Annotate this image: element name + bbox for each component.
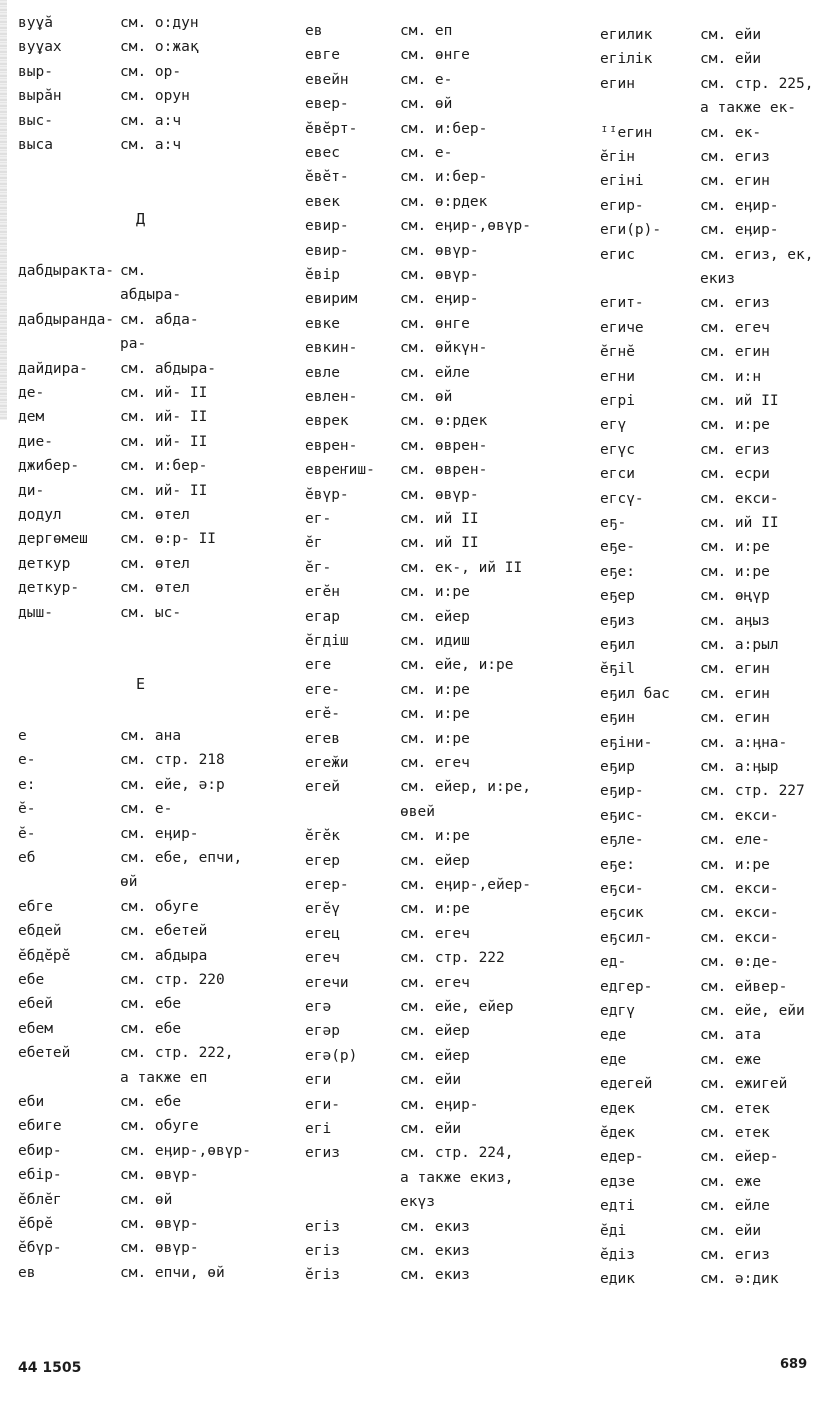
entry-reference: см. идиш [400,633,470,649]
entry-headword: егни [600,368,635,385]
entry-headword: еҕе- [600,539,635,556]
entry-headword: еҕле- [600,832,644,849]
entry-reference: см. ө:р- II [120,531,217,548]
entry-reference: см. и:ре [700,417,770,434]
page-number: 689 [780,1357,808,1372]
entry-headword: еб [18,850,36,866]
entry-reference: см. ий- II [120,409,208,426]
entry-headword: е: [18,776,36,793]
entry-reference: см. ейле [700,1198,770,1215]
entry-headword: ебге [18,898,53,915]
entry-headword: егиче [600,319,644,336]
entry-reference: см. [120,263,147,279]
entry-headword: евле [305,364,340,381]
entry-reference: см. ек-, ий II [400,559,523,576]
entry-reference: см. стр. 222, [120,1045,234,1062]
entry-headword: ӗг- [305,559,332,576]
entry-headword: егә [305,999,332,1015]
entry-headword: ед- [600,954,627,971]
entry-headword: ӗгіз [305,1267,340,1284]
entry-headword: евреҥиш- [305,462,375,479]
entry-headword: еҕил бас [600,685,670,702]
entry-headword: ӗгдіш [305,633,349,649]
entry-reference: см. ек- [700,124,762,141]
entry-reference: екүз [400,1194,435,1211]
entry-headword: егси [600,466,635,483]
entry-reference: см. еӊир- [400,1096,479,1113]
entry-headword: егӗ- [305,706,340,723]
entry-reference: см. и:ре [400,681,470,698]
entry-headword: еги- [305,1096,340,1113]
entry-headword: едті [600,1198,635,1215]
entry-headword: егеч [305,950,340,967]
entry-reference: см. и:бер- [400,120,488,137]
entry-reference: өвей [400,803,435,820]
entry-headword: выс- [18,112,53,129]
entry-reference: см. екси- [700,929,779,946]
entry-reference: екиз [700,271,735,287]
entry-headword: едгер- [600,978,653,995]
entry-reference: см. егин [700,710,770,727]
entry-headword: егер- [305,877,349,893]
entry-reference: см. егеч [400,925,470,942]
entry-headword: е- [18,752,36,769]
entry-reference: см. ор- [120,63,182,80]
entry-reference: см. стр. 222 [400,950,505,967]
entry-reference: см. еӊир-,өвүр- [400,218,531,235]
entry-headword: додул [18,507,62,523]
entry-reference: см. е- [120,801,173,818]
entry-reference: см. абда- [120,311,199,328]
entry-headword: еге- [305,681,340,698]
entry-reference: см. ө:де- [700,954,779,971]
entry-reference: см. ейе, ә:р [120,776,225,793]
entry-headword: дыш- [18,604,53,621]
entry-reference: см. егин [700,344,770,361]
entry-headword: егит- [600,295,644,312]
entry-reference: см. а:ӊыр [700,759,779,775]
entry-reference: см. и:ре [700,856,770,873]
entry-reference: см. абдыра- [120,360,217,377]
entry-headword: джибер- [18,458,80,475]
entry-reference: см. и:бер- [120,458,208,475]
entry-reference: см. ебе, епчи, [120,850,243,866]
entry-headword: егечи [305,974,349,991]
entry-reference: см. и:н [700,368,762,385]
entry-reference: см. ий- II [120,385,208,401]
entry-reference: см. ебетей [120,923,208,940]
entry-headword: ӗвір [305,267,340,283]
entry-headword: егин [600,75,635,92]
entry-headword: егіз [305,1243,340,1259]
entry-reference: см. ий II [700,515,779,531]
entry-reference: см. аӊыз [700,612,770,629]
entry-headword: егсү- [600,490,644,507]
entry-headword: ебиге [18,1118,62,1135]
entry-reference: см. еӊир- [400,291,479,308]
entry-reference: а также ек- [700,100,797,117]
entry-reference: см. еже [700,1173,762,1190]
entry-reference: см. ейи [400,1072,462,1089]
entry-headword: дергөмеш [18,531,88,548]
entry-headword: ӗбдӗрӗ [18,947,71,964]
entry-headword: ӗбүр- [18,1240,62,1257]
entry-headword: едегей [600,1076,653,1093]
entry-headword: еде [600,1051,627,1068]
entry-headword: ебір- [18,1167,62,1184]
entry-headword: евир- [305,218,349,235]
entry-headword: егеӂи [305,755,349,771]
entry-reference: см. о:жақ [120,39,199,56]
entry-headword: ег- [305,511,332,527]
entry-reference: см. өвүр- [400,486,479,503]
entry-reference: см. өвүр- [400,242,479,259]
entry-reference: см. ейер [400,852,470,869]
entry-headword: ӗгӗк [305,828,340,845]
entry-reference: см. ий II [400,511,479,527]
entry-headword: евирим [305,291,358,308]
entry-reference: см. өтел [120,507,190,523]
entry-reference: см. ейе, ейер [400,999,514,1015]
entry-headword: деткур [18,555,71,572]
entry-headword: егү [600,417,627,434]
entry-headword: вырӑн [18,88,62,105]
entry-headword: егүс [600,441,635,458]
entry-reference: см. еӊир-,өвүр- [120,1142,251,1159]
entry-headword: евейн [305,71,349,88]
entry-headword: ебетей [18,1045,71,1062]
entry-reference: см. и:ре [400,584,470,601]
entry-reference: см. ий II [700,393,779,409]
entry-reference: см. егин [700,661,770,678]
entry-headword: ӗвӗрт- [305,120,358,137]
entry-headword: е [18,728,27,744]
entry-reference: см. ейер, и:ре, [400,779,531,796]
entry-reference: а также еп [120,1069,208,1086]
entry-headword: ебей [18,996,53,1013]
entry-headword: егей [305,779,340,796]
entry-headword: ӗвүр- [305,486,349,503]
entry-headword: егӗн [305,584,340,601]
entry-headword: едзе [600,1173,635,1190]
entry-headword: едгү [600,1003,635,1019]
entry-headword: еҕіни- [600,734,653,751]
entry-headword: егис [600,246,635,263]
entry-headword: егиз [305,1145,340,1162]
entry-reference: см. ебе [120,996,182,1013]
entry-headword: ӗҕіl [600,661,635,678]
entry-reference: см. екси- [700,807,779,824]
entry-headword: еҕир- [600,783,644,800]
entry-reference: см. ий- II [120,482,208,499]
scan-edge [0,0,7,420]
entry-headword: ебе [18,972,45,988]
entry-reference: см. ейер [400,1023,470,1040]
entry-reference: см. ейер- [700,1149,779,1166]
entry-reference: см. өвүр- [120,1167,199,1184]
entry-reference: см. егиз [700,1247,770,1263]
entry-headword: ӗбрӗ [18,1216,53,1232]
entry-headword: ӗблӗг [18,1191,62,1208]
entry-headword: еҕсик [600,905,644,922]
entry-reference: см. өй [120,1191,173,1208]
entry-reference: см. өнге [400,315,470,332]
entry-headword: дайдира- [18,360,88,377]
entry-headword: евлен- [305,389,358,405]
entry-headword: еҕе: [600,563,635,580]
entry-reference: см. а:ч [120,112,182,129]
entry-reference: см. обуге [120,1118,199,1135]
entry-reference: см. ана [120,728,182,744]
entry-reference: см. өвүр- [120,1216,199,1232]
entry-headword: еҕис- [600,807,644,824]
entry-reference: см. е- [400,71,453,88]
entry-reference: см. өнге [400,47,470,64]
entry-reference: см. а:рыл [700,637,779,653]
entry-reference: см. и:ре [700,563,770,580]
entry-reference: см. өврен- [400,437,488,454]
entry-reference: см. еӊир- [120,825,199,842]
entry-headword: евир- [305,242,349,259]
entry-headword: ᴵᴵегин [600,124,653,141]
entry-reference: см. есри [700,466,770,483]
entry-headword: еҕин [600,710,635,727]
entry-reference: см. егиз, ек, [700,246,814,263]
entry-reference: см. стр. 227 [700,783,805,800]
entry-headword: еҕе: [600,856,635,873]
entry-headword: егев [305,730,340,747]
entry-headword: еги [305,1072,332,1089]
entry-headword: еҕ- [600,515,627,531]
entry-headword: выр- [18,63,53,80]
entry-reference: см. ий- II [120,433,208,450]
entry-headword: еҕиз [600,612,635,629]
entry-reference: см. екиз [400,1218,470,1235]
entry-reference: см. ейи [700,51,762,68]
entry-reference: см. еӊир-,ейер- [400,877,531,893]
entry-reference: см. ейе, и:ре [400,657,514,674]
entry-headword: евкин- [305,340,358,357]
entry-headword: ӗдек [600,1125,635,1141]
entry-reference: ра- [120,336,147,353]
entry-reference: см. стр. 220 [120,972,225,988]
entry-reference: см. абдыра [120,947,208,964]
entry-headword: егилик [600,27,653,43]
entry-reference: см. о:дун [120,15,199,31]
entry-headword: егі [305,1121,332,1137]
entry-headword: егә(р) [305,1047,358,1064]
entry-headword: ӗгнӗ [600,344,635,361]
entry-headword: еҕер [600,588,635,605]
entry-reference: см. өврен- [400,462,488,479]
entry-headword: ев [18,1264,36,1281]
entry-headword: евес [305,145,340,161]
section-letter: Д [136,210,146,228]
entry-headword: евек [305,193,340,210]
entry-reference: см. ейвер- [700,978,788,995]
entry-reference: см. и:ре [400,706,470,723]
entry-headword: ӗгін [600,149,635,165]
entry-headword: дабдыранда- [18,311,115,328]
entry-headword: ӗдіз [600,1247,635,1263]
entry-headword: егіні [600,173,644,190]
entry-reference: см. егиз [700,149,770,165]
entry-headword: ӗвӗт- [305,169,349,186]
entry-reference: см. егеч [700,319,770,336]
entry-headword: егӗү [305,901,340,918]
entry-reference: см. обуге [120,898,199,915]
entry-reference: см. егиз [700,295,770,312]
entry-reference: см. стр. 225, [700,75,814,92]
entry-reference: см. епчи, өй [120,1264,225,1281]
entry-headword: ев [305,23,323,39]
entry-reference: см. ебе [120,1020,182,1037]
entry-reference: см. екиз [400,1267,470,1284]
entry-reference: см. и:ре [700,539,770,556]
entry-reference: см. и:бер- [400,169,488,186]
entry-headword: ӗг [305,535,323,552]
entry-reference: см. еӊир- [700,222,779,239]
entry-reference: см. егин [700,173,770,190]
entry-reference: см. ә:дик [700,1271,779,1288]
entry-headword: еби [18,1094,45,1110]
entry-headword: ебдей [18,923,62,940]
entry-reference: см. егиз [700,441,770,458]
entry-reference: см. өтел [120,555,190,572]
entry-reference: см. егеч [400,974,470,991]
entry-reference: см. и:ре [400,901,470,918]
entry-headword: егец [305,925,340,942]
entry-reference: см. ейи [700,1222,762,1239]
entry-headword: евке [305,315,340,332]
entry-headword: егар [305,608,340,625]
entry-reference: см. еп [400,23,453,39]
entry-headword: еҕси- [600,881,644,897]
entry-headword: еҕил [600,637,635,653]
entry-headword: евге [305,47,340,64]
entry-reference: см. а:ч [120,137,182,153]
entry-reference: см. и:ре [400,730,470,747]
entry-headword: вуұах [18,39,62,56]
entry-reference: см. еле- [700,832,770,849]
entry-headword: еде [600,1027,627,1044]
entry-reference: см. егеч [400,755,470,771]
signature-mark: 44 1505 [18,1360,82,1376]
section-letter: Е [136,675,146,693]
entry-reference: см. екси- [700,881,779,897]
entry-reference: өй [120,874,138,891]
entry-headword: дие- [18,433,53,450]
entry-headword: едек [600,1100,635,1117]
entry-reference: см. стр. 218 [120,752,225,769]
entry-headword: дабдыракта- [18,263,115,279]
entry-headword: егілік [600,51,653,68]
entry-reference: см. өвүр- [120,1240,199,1257]
entry-reference: см. е- [400,145,453,161]
entry-reference: см. ейер [400,1047,470,1064]
entry-headword: егіз [305,1218,340,1235]
entry-headword: едер- [600,1149,644,1166]
entry-headword: деткур- [18,580,80,597]
entry-headword: еҕир [600,759,635,775]
entry-headword: ебем [18,1020,53,1037]
entry-reference: см. екси- [700,490,779,507]
entry-headword: ебир- [18,1142,62,1159]
entry-headword: вуұӑ [18,15,53,31]
entry-reference: см. стр. 224, [400,1145,514,1162]
entry-headword: еврен- [305,437,358,454]
entry-headword: еврек [305,413,349,430]
entry-reference: см. өтел [120,580,190,597]
entry-headword: еги(р)- [600,222,662,239]
entry-reference: см. өйкүн- [400,340,488,357]
entry-headword: егер [305,852,340,869]
entry-headword: егир- [600,197,644,214]
entry-reference: см. орун [120,88,190,105]
entry-headword: егрі [600,393,635,409]
entry-headword: ӗ- [18,801,36,818]
entry-reference: см. и:ре [400,828,470,845]
entry-reference: см. ейе, ейи [700,1003,805,1019]
entry-reference: см. өй [400,96,453,113]
entry-headword: едик [600,1271,635,1288]
entry-reference: см. ейи [700,27,762,43]
entry-reference: см. етек [700,1100,770,1117]
entry-reference: см. ө:рдек [400,193,488,210]
entry-headword: еҕсил- [600,929,653,946]
entry-headword: выса [18,137,53,153]
entry-reference: см. ата [700,1027,762,1044]
entry-reference: см. егин [700,685,770,702]
entry-reference: см. а:ӊна- [700,734,788,751]
entry-headword: ӗді [600,1222,627,1239]
entry-reference: см. ий II [400,535,479,552]
entry-reference: см. ейле [400,364,470,381]
entry-headword: ди- [18,482,45,499]
entry-reference: см. етек [700,1125,770,1141]
entry-reference: см. екиз [400,1243,470,1259]
entry-reference: см. ө:рдек [400,413,488,430]
entry-headword: дем [18,409,45,426]
entry-headword: егәр [305,1023,340,1040]
entry-headword: евер- [305,96,349,113]
entry-headword: де- [18,385,45,401]
entry-reference: см. ежигей [700,1076,788,1093]
entry-headword: ӗ- [18,825,36,842]
entry-headword: еге [305,657,332,674]
entry-reference: см. еже [700,1051,762,1068]
entry-reference: см. ыс- [120,604,182,621]
entry-reference: см. еӊир- [700,197,779,214]
entry-reference: см. екси- [700,905,779,922]
entry-reference: см. ейи [400,1121,462,1137]
entry-reference: см. ейер [400,608,470,625]
entry-reference: абдыра- [120,287,182,304]
entry-reference: см. ебе [120,1094,182,1110]
entry-reference: см. өй [400,389,453,405]
entry-reference: а также екиз, [400,1169,514,1186]
entry-reference: см. өвүр- [400,267,479,283]
entry-reference: см. өңүр [700,588,770,605]
